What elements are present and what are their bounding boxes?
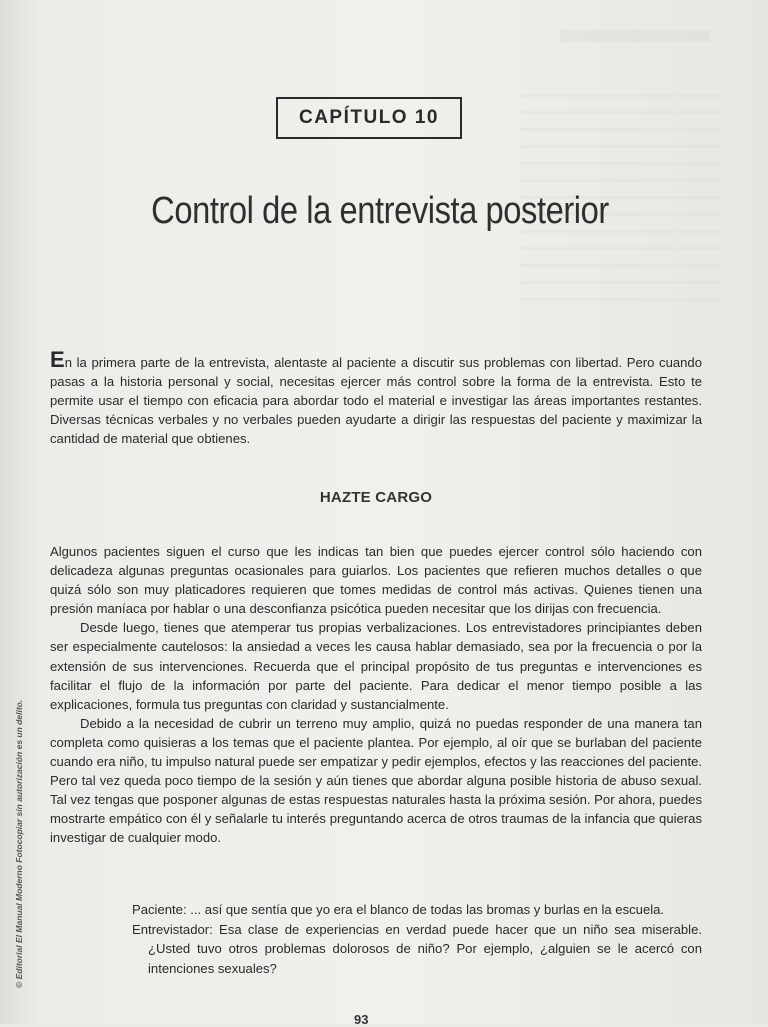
chapter-title: Control de la entrevista posterior — [151, 190, 609, 232]
page-number: 93 — [354, 1012, 369, 1027]
show-through-shadow — [560, 30, 710, 42]
section-heading: HAZTE CARGO — [319, 489, 433, 506]
copyright-sidenote: © Editorial El Manual Moderno Fotocopiar sin autorización es un delito. — [14, 699, 24, 988]
intro-paragraph — [50, 347, 702, 448]
paragraph: Algunos pacientes siguen el curso que les indicas tan bien que puedes ejercer control sólo haciendo con delicadeza algunas preguntas ocasionales para guiarlos. Los pacientes que refieren muchos detalles o que quizá sólo son muy platicadores requieren que tomes medidas de control más activas. Quienes tienen una presión maníaca por hablar o una desconfianza psicótica pueden necesitar que los dirijas con frecuencia. — [50, 544, 702, 617]
drop-cap: E — [50, 347, 65, 372]
section-body — [50, 542, 702, 848]
paragraph: Debido a la necesidad de cubrir un terreno muy amplio, quizá no puedas responder de una manera tan completa como quisieras a los temas que el paciente plantea. Por ejemplo, al oír que se burlaban del paciente cuando era niño, tu impulso natural puede ser empatizar y pedir ejemplos, efectos y las reacciones del paciente. Pero tal vez queda poco tiempo de la sesión y aún tienes que abordar alguna posible historia de abuso sexual. Tal vez tengas que posponer algunas de estas respuestas naturales hasta la próxima sesión. Por ahora, puedes mostrarte empático con él y señalarle tu interés preguntando acerca de otros traumas de la infancia que quieras investigar de cualquier modo. — [50, 715, 702, 846]
dialogue-block — [132, 900, 702, 978]
paragraph: Desde luego, tienes que atemperar tus propias verbalizaciones. Los entrevistadores principiantes deben ser especialmente cautelosos: la ansiedad a veces les causa hablar demasiado, sea por la frecuencia o por la extensión de sus intervenciones. Recuerda que el principal propósito de tus preguntas e intervenciones es facilitar el flujo de la información por parte del paciente. Para dedicar el menor tiempo posible a las explicaciones, formula tus preguntas con claridad y sustancialmente. — [50, 620, 702, 712]
intro-text: n la primera parte de la entrevista, alentaste al paciente a discutir sus problemas con libertad. Pero cuando pasas a la historia personal y social, necesitas ejercer más control sobre la forma de la entrevista. Esto te permite usar el tiempo con eficacia para abordar todo el material e investigar las áreas importantes restantes. Diversas técnicas verbales y no verbales pueden ayudarte a dirigir las respuestas del paciente y maximizar la cantidad de material que obtienes. — [50, 355, 702, 447]
chapter-label: CAPÍTULO 10 — [276, 97, 462, 139]
dialogue-line-patient: Paciente: ... así que sentía que yo era el blanco de todas las bromas y burlas en la escuela. — [132, 902, 665, 917]
dialogue-line-interviewer: Entrevistador: Esa clase de experiencias en verdad puede hacer que un niño sea miserable. ¿Usted tuvo otros problemas dolorosos de niño? Por ejemplo, ¿alguien se le acercó con intenciones sexuales? — [132, 921, 702, 976]
